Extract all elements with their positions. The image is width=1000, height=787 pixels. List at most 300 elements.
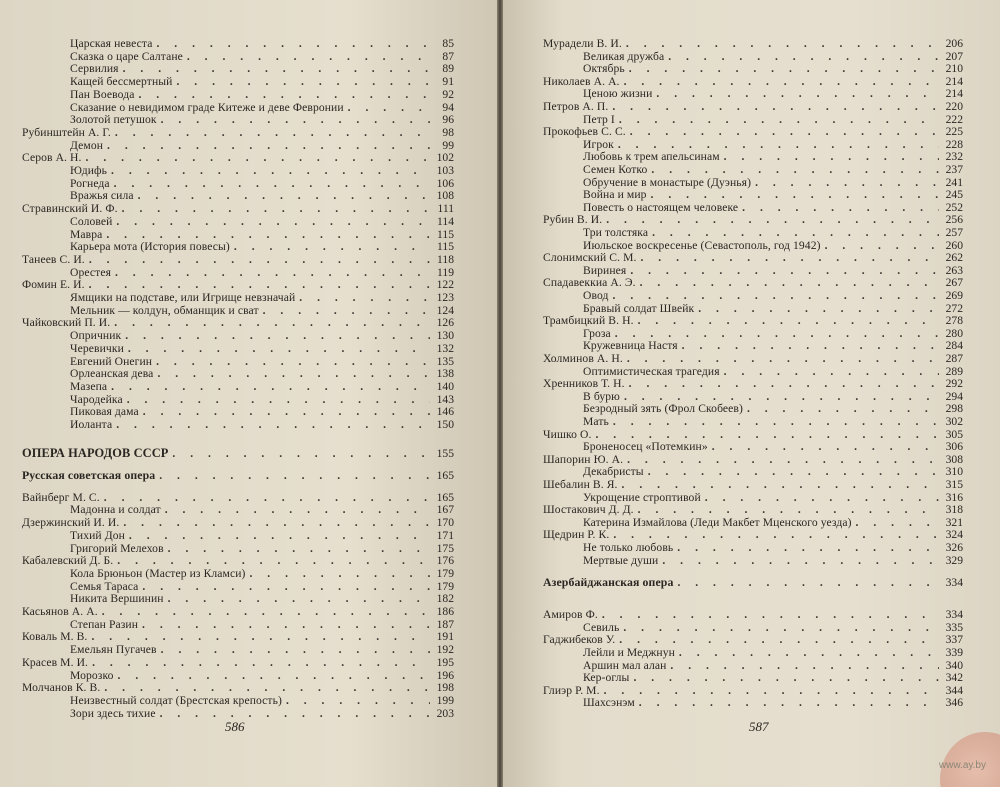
toc-entry-page: 199 (436, 693, 454, 707)
dot-leader (668, 50, 939, 63)
toc-entry-title: Овод (583, 289, 609, 302)
toc-entry-page: 122 (436, 278, 454, 292)
dot-leader (165, 503, 430, 516)
toc-entry-title: Золотой петушок (70, 113, 157, 127)
toc-entry (22, 278, 454, 291)
dot-leader (613, 528, 939, 541)
toc-entry-title: Молчанов К. В. (22, 681, 101, 695)
toc-entry-title: Пан Воевода (70, 87, 135, 101)
toc-entry-page: 280 (945, 326, 963, 340)
toc-entry-title: Сервилия (70, 62, 119, 76)
toc-entry (583, 465, 963, 478)
toc-entry-title: Повесть о настоящем человеке (583, 200, 739, 214)
toc-entry (70, 304, 454, 317)
toc-entry-title: Севиль (583, 620, 620, 634)
toc-entry-page: 272 (945, 301, 963, 315)
toc-entry (70, 367, 454, 380)
toc-entry (70, 189, 454, 202)
toc-entry (583, 621, 963, 634)
toc-entry (543, 608, 963, 621)
dot-leader (116, 418, 430, 431)
dot-leader (92, 656, 430, 669)
toc-entry (543, 251, 963, 264)
toc-entry-title: Григорий Мелехов (70, 541, 164, 555)
toc-entry-page: 292 (945, 377, 963, 391)
toc-entry-title: Декабристы (583, 465, 644, 479)
toc-entry (583, 163, 963, 176)
dot-leader (627, 453, 939, 466)
dot-leader (114, 316, 430, 329)
toc-entry-page: 214 (945, 87, 963, 101)
toc-entry-title: Бравый солдат Швейк (583, 301, 695, 315)
toc-entry-title: Мавра (70, 227, 103, 241)
dot-leader (623, 621, 939, 634)
toc-entry-title: Вайнберг М. С. (22, 490, 100, 504)
toc-entry-title: Вражья сила (70, 189, 134, 203)
toc-entry (583, 339, 963, 352)
toc-entry-title: Амиров Ф. (543, 608, 598, 622)
dot-leader (129, 529, 430, 542)
dot-leader (613, 289, 939, 302)
dot-leader (742, 201, 939, 214)
dot-leader (125, 329, 430, 342)
dot-leader (682, 339, 939, 352)
toc-entry-page: 245 (945, 188, 963, 202)
toc-entry-title: Холминов А. Н. (543, 352, 623, 365)
dot-leader (128, 342, 430, 355)
toc-entry-page: 305 (945, 427, 963, 441)
toc-entry-title: Шапорин Ю. А. (543, 452, 624, 466)
toc-entry-page: 310 (945, 465, 963, 479)
toc-entry-page: 98 (442, 125, 454, 139)
toc-entry-title: Степан Разин (70, 617, 139, 631)
dot-leader (168, 542, 430, 555)
toc-entry-title: Сказка о царе Салтане (70, 49, 183, 63)
dot-leader (630, 264, 939, 277)
toc-entry (583, 541, 963, 554)
toc-entry-page: 220 (945, 100, 963, 113)
toc-entry (70, 694, 454, 707)
toc-entry-title: Безродный зять (Фрол Скобеев) (583, 402, 743, 416)
toc-entry-page: 165 (436, 490, 454, 504)
toc-entry-title: Серов А. Н. (22, 151, 82, 165)
toc-entry-page: 228 (945, 137, 963, 151)
right-page-number: 587 (749, 719, 769, 734)
toc-entry (543, 684, 963, 697)
dot-leader (630, 125, 939, 138)
toc-entry-page: 339 (945, 646, 963, 659)
toc-entry-page: 342 (945, 671, 963, 685)
toc-entry (583, 188, 963, 201)
toc-entry-page: 118 (437, 252, 454, 266)
toc-entry-title: Шебалин В. Я. (543, 478, 618, 491)
dot-leader (299, 291, 430, 304)
toc-entry (543, 100, 963, 113)
dot-leader (656, 87, 939, 100)
toc-entry (583, 176, 963, 189)
dot-leader (624, 75, 939, 88)
dot-leader (652, 226, 939, 239)
toc-entry-title: Николаев А. А. (543, 74, 620, 88)
toc-entry (583, 402, 963, 415)
toc-entry-title: Карьера мота (История повесы) (70, 240, 230, 254)
toc-entry (70, 580, 454, 593)
toc-entry-title: Ямщики на подставе, или Игрище невзначай (70, 291, 296, 304)
toc-entry-title: Мазепа (70, 379, 108, 393)
toc-entry (70, 240, 454, 253)
toc-entry (70, 542, 454, 555)
toc-entry-page: 316 (945, 490, 963, 504)
toc-entry (22, 151, 454, 164)
dot-leader (648, 465, 939, 478)
dot-leader (619, 113, 939, 126)
dot-leader (159, 469, 430, 482)
dot-leader (161, 113, 430, 126)
dot-leader (698, 302, 939, 315)
toc-entry (583, 138, 963, 151)
dot-leader (142, 580, 430, 593)
toc-entry-page: 232 (945, 150, 963, 164)
toc-entry-title: Ценою жизни (583, 87, 653, 101)
toc-entry (70, 643, 454, 656)
toc-entry (22, 605, 454, 618)
toc-entry-title: Глиэр Р. М. (543, 683, 600, 697)
toc-entry-page: 237 (945, 163, 963, 176)
toc-entry (70, 164, 454, 177)
toc-entry-title: Черевички (70, 341, 124, 355)
toc-entry-title: Прокофьев С. С. (543, 125, 626, 139)
dot-leader (172, 447, 430, 460)
toc-entry-title: В бурю (583, 389, 620, 403)
toc-entry-page: 315 (945, 478, 963, 491)
dot-leader (624, 390, 939, 403)
dot-leader (662, 554, 939, 567)
dot-leader (157, 367, 430, 380)
toc-entry-page: 289 (945, 364, 963, 378)
dot-leader (102, 605, 430, 618)
dot-leader (640, 276, 939, 289)
toc-entry (22, 253, 454, 266)
toc-entry-title: Великая дружба (583, 49, 665, 63)
toc-entry-page: 171 (436, 528, 454, 542)
toc-entry-page: 203 (436, 706, 454, 720)
dot-leader (856, 516, 939, 529)
toc-entry-page: 94 (442, 100, 454, 114)
toc-entry-page: 196 (436, 668, 454, 682)
toc-entry (22, 316, 454, 329)
left-page (0, 0, 497, 787)
toc-entry-title: Петров А. П. (543, 100, 609, 113)
toc-entry-title: Слонимский С. М. (543, 251, 637, 265)
toc-entry (543, 576, 963, 589)
toc-entry-title: Хренников Т. Н. (543, 377, 625, 391)
dot-leader (651, 163, 939, 176)
dot-leader (670, 659, 939, 672)
toc-entry-title: Июльское воскресенье (Севастополь, год 1942) (583, 238, 821, 252)
dot-leader (286, 694, 430, 707)
toc-entry-page: 124 (436, 303, 454, 317)
toc-entry-page: 206 (945, 37, 963, 50)
toc-entry-page: 179 (436, 566, 454, 580)
toc-entry-title: Рогнеда (70, 176, 110, 190)
toc-entry-page: 146 (436, 405, 454, 419)
toc-entry (70, 62, 454, 75)
toc-entry-page: 135 (436, 354, 454, 368)
toc-entry-title: Игрок (583, 137, 614, 151)
toc-entry (22, 126, 454, 139)
toc-entry-title: Сказание о невидимом граде Китеже и деве Февронии (70, 100, 344, 114)
toc-entry (70, 503, 454, 516)
toc-entry (70, 228, 454, 241)
dot-leader (677, 576, 939, 589)
dot-leader (142, 618, 430, 631)
toc-entry-page: 111 (437, 202, 454, 216)
toc-entry (583, 365, 963, 378)
toc-entry-page: 119 (437, 265, 454, 279)
toc-entry-page: 321 (945, 515, 963, 529)
toc-entry-page: 222 (945, 112, 963, 126)
dot-leader (627, 352, 939, 365)
dot-leader (595, 428, 939, 441)
dot-leader (602, 608, 939, 621)
toc-entry-title: Тихий Дон (70, 528, 125, 542)
toc-entry-title: Фомин Е. И. (22, 278, 85, 292)
toc-entry-title: Кер-оглы (583, 671, 630, 685)
dot-leader (622, 478, 939, 491)
toc-entry-page: 195 (436, 655, 454, 669)
dot-leader (234, 240, 430, 253)
dot-leader (712, 440, 939, 453)
toc-entry-page: 165 (436, 468, 454, 482)
toc-entry-title: Рубинштейн А. Г. (22, 125, 111, 139)
toc-entry-title: Мельник — колдун, обманщик и сват (70, 303, 259, 317)
toc-entry (70, 50, 454, 63)
dot-leader (116, 215, 430, 228)
toc-entry-title: Виринея (583, 263, 627, 277)
dot-leader (638, 314, 939, 327)
toc-entry (70, 529, 454, 542)
toc-entry-title: Неизвестный солдат (Брестская крепость) (70, 693, 282, 707)
dot-leader (157, 37, 431, 50)
toc-entry-page: 225 (945, 125, 963, 139)
toc-entry-title: Чишко О. (543, 427, 592, 441)
toc-entry (22, 202, 454, 215)
toc-entry-page: 132 (436, 341, 454, 355)
toc-entry-title: Кружевница Настя (583, 339, 678, 353)
toc-entry-page: 346 (945, 696, 963, 710)
dot-leader (89, 253, 430, 266)
toc-entry-page: 198 (436, 681, 454, 695)
toc-entry (583, 87, 963, 100)
toc-entry (70, 37, 454, 50)
toc-entry-page: 263 (945, 263, 963, 277)
toc-entry-page: 89 (442, 62, 454, 76)
toc-entry-title: Не только любовь (583, 541, 674, 554)
toc-entry-page: 306 (945, 440, 963, 454)
toc-entry (70, 113, 454, 126)
toc-entry-page: 340 (945, 658, 963, 672)
toc-entry-title: Русская советская опера (22, 468, 156, 482)
toc-entry-page: 260 (945, 238, 963, 252)
toc-entry (70, 405, 454, 418)
dot-leader (629, 62, 939, 75)
toc-entry-title: Щедрин Р. К. (543, 528, 610, 542)
toc-entry-title: Коваль М. В. (22, 630, 88, 644)
toc-entry (583, 440, 963, 453)
toc-entry-title: Мертвые души (583, 553, 659, 567)
toc-entry (583, 302, 963, 315)
toc-entry-page: 241 (945, 175, 963, 189)
toc-entry (583, 671, 963, 684)
toc-entry-page: 155 (436, 446, 454, 460)
toc-entry (543, 276, 963, 289)
toc-entry (543, 503, 963, 516)
toc-entry-page: 106 (436, 176, 454, 190)
toc-entry (583, 150, 963, 163)
toc-entry (70, 418, 454, 431)
dot-leader (747, 402, 939, 415)
watermark: www.ay.by (938, 760, 986, 771)
toc-entry (70, 215, 454, 228)
toc-entry-title: Пиковая дама (70, 405, 139, 419)
dot-leader (618, 138, 939, 151)
toc-entry-title: Трамбицкий В. Н. (543, 314, 634, 328)
toc-entry (543, 478, 963, 491)
dot-leader (606, 213, 939, 226)
dot-leader (143, 405, 430, 418)
toc-entry-page: 85 (442, 37, 454, 50)
dot-leader (613, 415, 939, 428)
dot-leader (348, 101, 430, 114)
toc-entry (583, 62, 963, 75)
toc-entry-page: 308 (945, 452, 963, 466)
toc-entry-title: Морозко (70, 668, 114, 682)
toc-entry (70, 75, 454, 88)
dot-leader (724, 365, 939, 378)
toc-entry (583, 696, 963, 709)
toc-entry-title: Чародейка (70, 392, 123, 406)
toc-entry (70, 88, 454, 101)
toc-entry (22, 516, 454, 529)
toc-entry-title: Опричник (70, 329, 122, 343)
dot-leader (123, 62, 430, 75)
toc-entry (70, 707, 454, 720)
toc-entry-page: 344 (945, 683, 963, 697)
toc-entry-title: Петр I (583, 112, 615, 126)
toc-entry-page: 96 (442, 113, 454, 127)
toc-entry (583, 50, 963, 63)
toc-entry-page: 256 (945, 213, 963, 227)
dot-leader (825, 239, 939, 252)
toc-entry (22, 554, 454, 567)
toc-entry-title: Мадонна и солдат (70, 503, 161, 517)
toc-entry-title: Орестея (70, 265, 111, 279)
dot-leader (176, 75, 430, 88)
dot-leader (114, 177, 430, 190)
toc-entry-page: 326 (945, 541, 963, 554)
toc-entry-page: 210 (945, 62, 963, 76)
toc-entry-page: 182 (436, 592, 454, 606)
toc-entry-page: 150 (436, 418, 454, 431)
toc-entry-page: 302 (945, 415, 963, 428)
dot-leader (115, 126, 430, 139)
toc-entry (583, 516, 963, 529)
dot-leader (677, 541, 939, 554)
toc-entry-title: Рубин В. И. (543, 213, 603, 227)
dot-leader (639, 696, 939, 709)
dot-leader (629, 377, 939, 390)
toc-entry-page: 252 (945, 200, 963, 214)
toc-entry-page: 87 (442, 49, 454, 63)
toc-entry-page: 329 (945, 553, 963, 567)
toc-entry (543, 125, 963, 138)
toc-entry (543, 213, 963, 226)
dot-leader (122, 202, 430, 215)
toc-entry (583, 264, 963, 277)
toc-entry (583, 491, 963, 504)
toc-entry-page: 170 (436, 516, 454, 530)
dot-leader (89, 278, 430, 291)
toc-entry-page: 191 (436, 630, 454, 644)
toc-entry (543, 314, 963, 327)
toc-entry (583, 390, 963, 403)
toc-entry-page: 115 (437, 240, 454, 254)
toc-entry (70, 342, 454, 355)
dot-leader (138, 189, 430, 202)
dot-leader (138, 88, 430, 101)
toc-entry-title: Дзержинский И. И. (22, 516, 120, 530)
dot-leader (91, 630, 430, 643)
dot-leader (612, 100, 939, 113)
toc-entry-page: 175 (436, 541, 454, 555)
dot-leader (160, 707, 430, 720)
toc-entry-page: 187 (436, 617, 454, 631)
dot-leader (104, 681, 430, 694)
dot-leader (111, 164, 430, 177)
toc-entry-page: 278 (945, 314, 963, 328)
toc-entry (543, 528, 963, 541)
toc-entry-title: Емельян Пугачев (70, 643, 157, 657)
toc-entry (70, 291, 454, 304)
toc-entry-title: Броненосец «Потемкин» (583, 440, 708, 454)
toc-entry (70, 393, 454, 406)
toc-entry-title: Гаджибеков У. (543, 633, 616, 647)
dot-leader (604, 684, 939, 697)
toc-entry-title: Гроза (583, 326, 611, 340)
toc-entry-title: Октябрь (583, 62, 625, 76)
toc-entry (22, 469, 454, 482)
toc-entry (583, 327, 963, 340)
toc-entry-page: 334 (945, 608, 963, 622)
dot-leader (626, 37, 939, 50)
toc-entry-title: Война и мир (583, 188, 647, 202)
dot-leader (161, 643, 430, 656)
toc-entry-title: Кащей бессмертный (70, 75, 173, 89)
toc-entry-page: 186 (436, 605, 454, 618)
toc-entry-title: Никита Вершинин (70, 592, 164, 606)
dot-leader (250, 567, 431, 580)
toc-entry-title: Царская невеста (70, 37, 153, 50)
toc-entry-title: Кабалевский Д. Б. (22, 554, 114, 568)
dot-leader (127, 393, 430, 406)
toc-entry-title: Красев М. И. (22, 655, 89, 669)
toc-entry-title: Евгений Онегин (70, 354, 153, 368)
toc-entry (583, 289, 963, 302)
toc-entry-title: Шахсэнэм (583, 696, 635, 710)
toc-entry-title: Любовь к трем апельсинам (583, 150, 720, 164)
dot-leader (123, 516, 430, 529)
toc-entry-page: 126 (436, 316, 454, 330)
